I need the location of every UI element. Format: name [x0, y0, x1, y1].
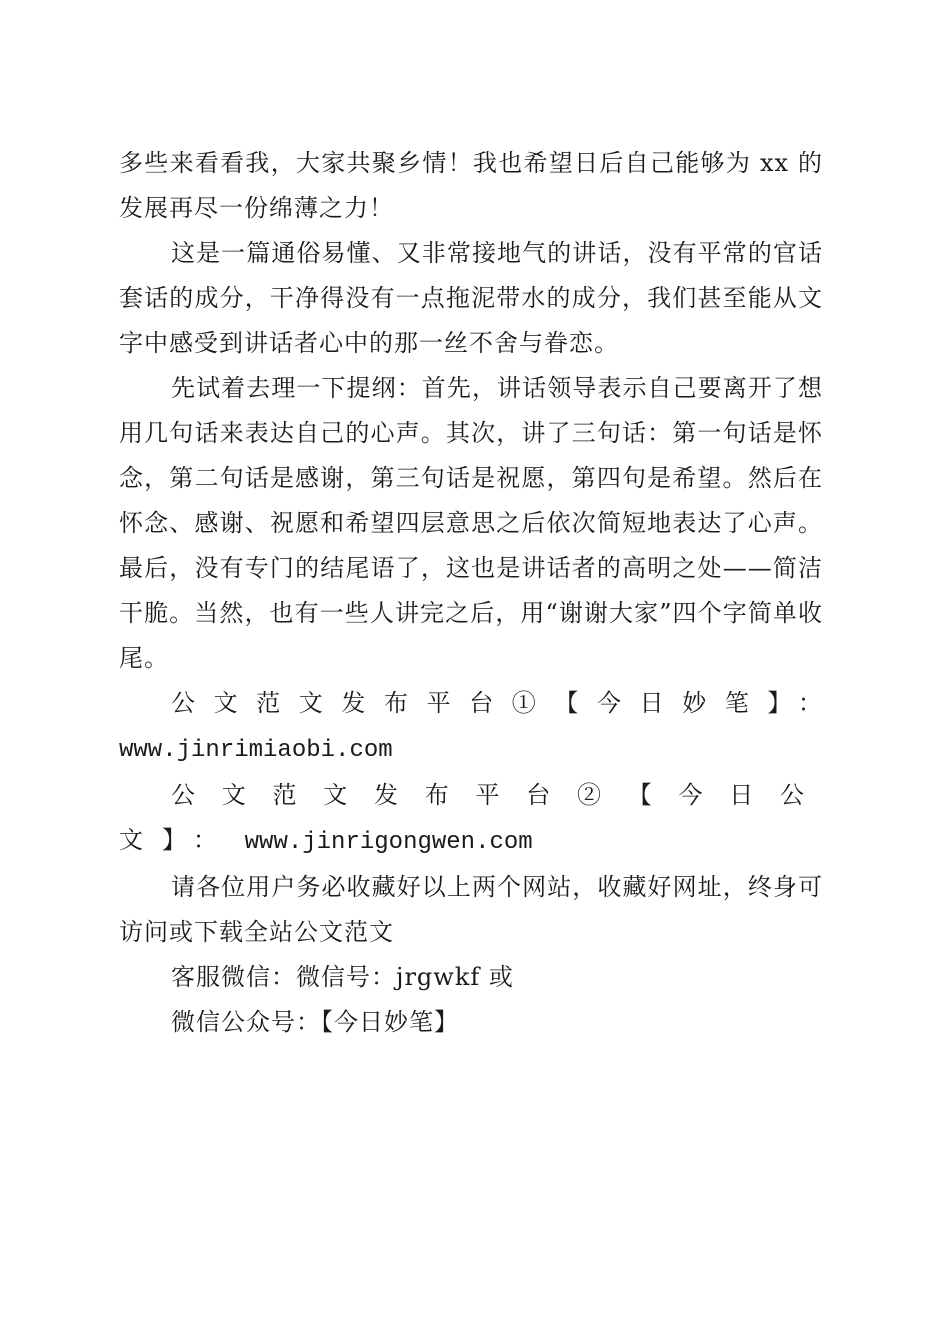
platform-line-1 — [119, 681, 823, 773]
paragraph-notice: 请各位用户务必收藏好以上两个网站，收藏好网址，终身可访问或下载全站公文范文 — [119, 873, 823, 946]
platform-2-url[interactable]: www.jinrigongwen.com — [244, 829, 533, 856]
platform-1-url[interactable]: www.jinrimiaobi.com — [119, 737, 393, 764]
platform-line-2 — [119, 773, 823, 865]
customer-service-line: 客服微信：微信号：jrgwkf 或 — [171, 963, 514, 991]
platform-2-label: 公文范文发布平台②【今日公文】： — [119, 781, 823, 854]
official-account-line: 微信公众号：【今日妙笔】 — [171, 1008, 459, 1036]
paragraph-closing-remarks: 多些来看看我，大家共聚乡情！我也希望日后自己能够为 xx 的发展再尽一份绵薄之力！ — [119, 149, 823, 222]
platform-1-label: 公文范文发布平台①【今日妙笔】： — [171, 689, 823, 717]
paragraph-commentary: 这是一篇通俗易懂、又非常接地气的讲话，没有平常的官话套话的成分，干净得没有一点拖泥带水的成分，我们甚至能从文字中感受到讲话者心中的那一丝不舍与眷恋。 — [119, 239, 823, 357]
document-body — [119, 141, 823, 1045]
paragraph-outline: 先试着去理一下提纲：首先，讲话领导表示自己要离开了想用几句话来表达自己的心声。其次，讲了三句话：第一句话是怀念，第二句话是感谢，第三句话是祝愿，第四句是希望。然后在怀念、感谢、祝愿和希望四层意思之后依次简短地表达了心声。最后，没有专门的结尾语了，这也是讲话者的高明之处——简洁干脆。当然，也有一些人讲完之后，用“谢谢大家”四个字简单收尾。 — [119, 374, 823, 672]
